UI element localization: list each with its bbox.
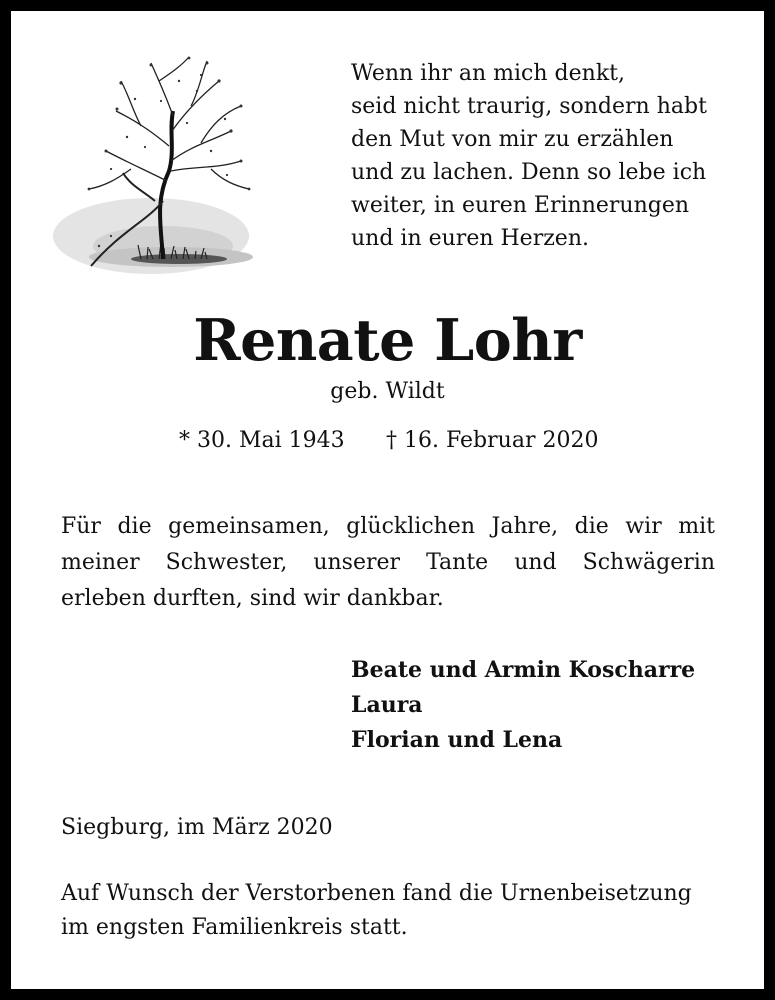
poem-line: seid nicht traurig, sondern habt — [351, 94, 707, 119]
thanks-line: meiner Schwester, unserer Tante und Schwägerin — [61, 550, 715, 575]
birth-date: * 30. Mai 1943 — [179, 428, 345, 453]
signer: Florian und Lena — [351, 727, 563, 753]
poem-line: Wenn ihr an mich denkt, — [351, 61, 625, 86]
burial-note — [61, 877, 721, 945]
death-date: † 16. Februar 2020 — [386, 428, 599, 453]
signer: Laura — [351, 692, 423, 718]
poem-line: und zu lachen. Denn so lebe ich — [351, 160, 707, 185]
deceased-name: Renate Lohr — [193, 307, 582, 374]
memorial-poem — [351, 57, 731, 255]
thanks-line: erleben durften, sind wir dankbar. — [61, 586, 444, 611]
note-line: Auf Wunsch der Verstorbenen fand die Urnenbeisetzung — [61, 881, 692, 906]
poem-line: und in euren Herzen. — [351, 226, 589, 251]
thanks-line: Für die gemeinsamen, glücklichen Jahre, die wir mit — [61, 514, 715, 539]
poem-line: weiter, in euren Erinnerungen — [351, 193, 690, 218]
note-line: im engsten Familienkreis statt. — [61, 915, 408, 940]
signers-list — [351, 653, 695, 758]
poem-line: den Mut von mir zu erzählen — [351, 127, 674, 152]
thanks-paragraph — [61, 509, 715, 617]
maiden-name: geb. Wildt — [330, 379, 445, 404]
signer: Beate und Armin Koscharre — [351, 657, 696, 683]
tree-icon — [51, 51, 266, 291]
place-date: Siegburg, im März 2020 — [61, 815, 333, 840]
